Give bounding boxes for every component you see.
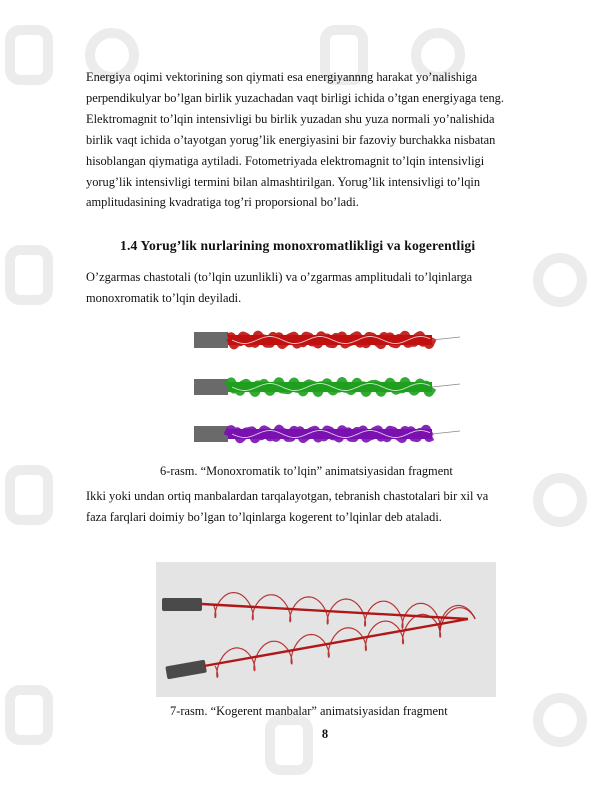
fig6-waves: [194, 332, 460, 442]
emitter-block: [194, 332, 228, 348]
text-line: perpendikulyar bo’lgan birlik yuzachadan vaqt birligi ichida o’tgan energiyaga teng.: [86, 90, 504, 105]
paragraph-coherent: [86, 486, 566, 528]
figure6-caption: 6-rasm. “Monoxromatik to’lqin” animatsiyasidan fragment: [160, 464, 453, 478]
figure7-caption: 7-rasm. “Kogerent manbalar” animatsiyasidan fragment: [170, 704, 448, 718]
text-line: amplitudasining kvadratiga tog’ri proporsional bo’ladi.: [86, 195, 359, 210]
wave-core: [228, 382, 432, 392]
text-line: O’zgarmas chastotali (to’lqin uzunlikli) va o’zgarmas amplitudali to’lqinlarga: [86, 270, 473, 284]
coherent-sources-figure: [156, 562, 496, 697]
paragraph-intensity: [86, 67, 566, 213]
emitter-top: [162, 598, 202, 611]
emitter-block: [194, 426, 228, 442]
wave-core: [228, 429, 432, 439]
text-line: yorug’lik intensivligi termini bilan almashtirilgan. Yorug’lik intensivligi to’lqin: [86, 174, 481, 189]
text-line: Ikki yoki undan ortiq manbalardan tarqalayotgan, tebranish chastotalari bir xil va: [86, 489, 489, 503]
text-line: monoxromatik to’lqin deyiladi.: [86, 290, 242, 305]
wave-core: [228, 335, 432, 345]
emitter-block: [194, 379, 228, 395]
text-line: Energiya oqimi vektorining son qiymati esa energiyannng harakat yo’nalishiga: [86, 70, 478, 84]
wave-tail: [432, 431, 460, 434]
text-line: hisoblangan qiymatiga aytiladi. Fotometriyada elektromagnit to’lqin intensivligi: [86, 153, 485, 168]
page-number: 8: [321, 727, 329, 741]
monochromatic-waves-figure: [192, 326, 464, 452]
figure7-background: [156, 562, 496, 697]
text-line: Elektromagnit to’lqin intensivligi bu birlik yuzadan shu yuza normali yo’nalishida: [86, 111, 495, 126]
paragraph-monochromatic: [86, 267, 566, 309]
text-line: birlik vaqt ichida o’tayotgan yorug’lik energiyasini bir fazoviy burchakka nisbatan: [86, 132, 496, 147]
text-line: faza farqlari doimiy bo’lgan to’lqinlarga kogerent to’lqinlar deb ataladi.: [86, 509, 442, 524]
wave-tail: [432, 337, 460, 340]
wave-tail: [432, 384, 460, 387]
section-heading: 1.4 Yorug’lik nurlarining monoxromatlikligi va kogerentligi: [120, 238, 476, 253]
